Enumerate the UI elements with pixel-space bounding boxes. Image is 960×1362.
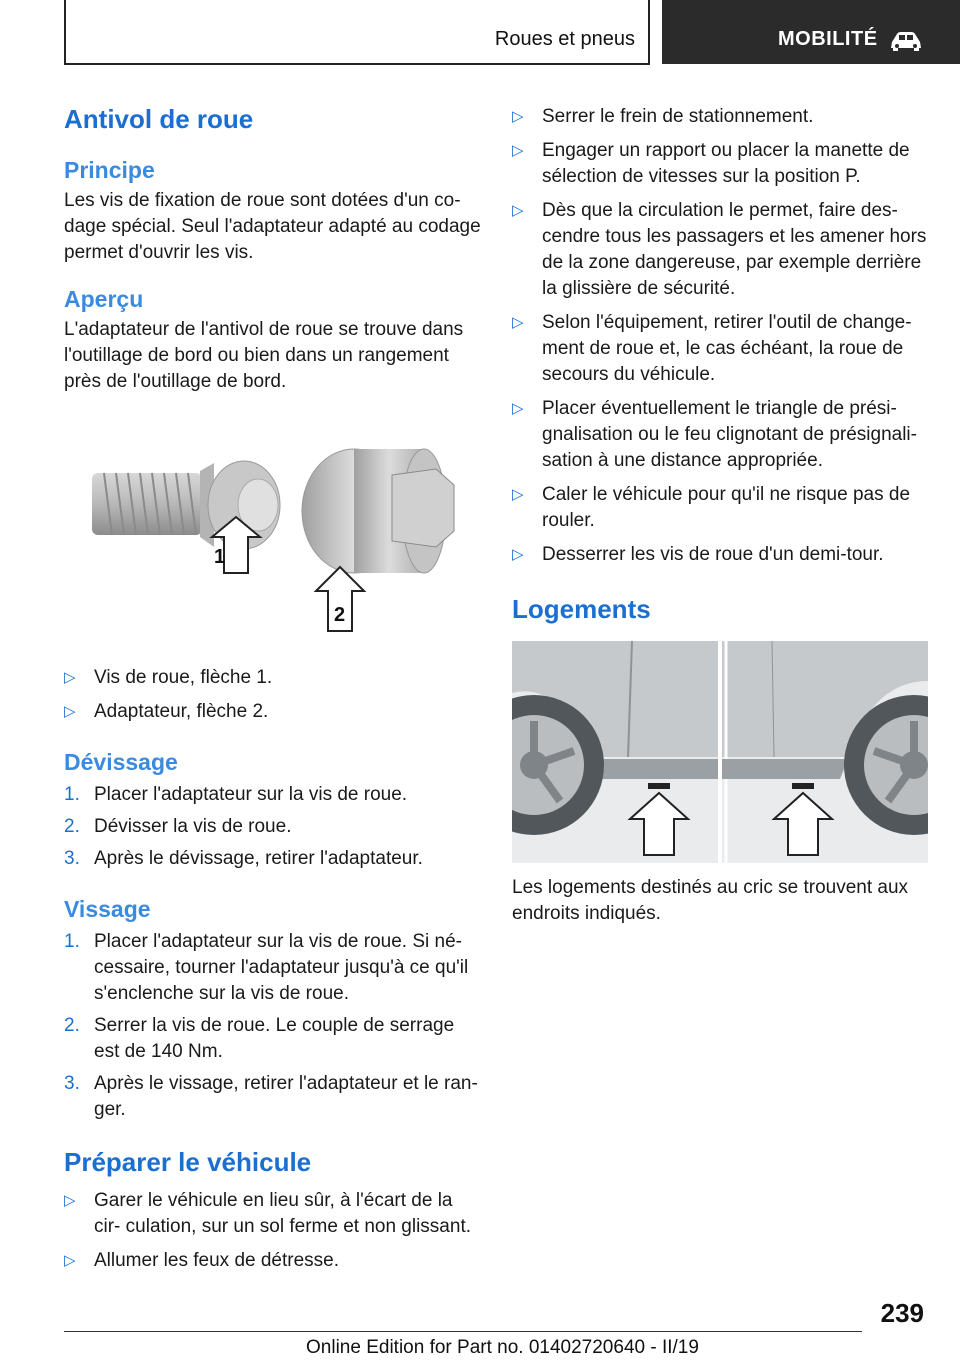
edition-note: Online Edition for Part no. 01402720640 - II/19 <box>306 1337 699 1358</box>
vissage-step: 2. Serrer la vis de roue. Le couple de serrage est de 140 Nm. <box>64 1015 455 1062</box>
preparer-item: ▷ Garer le véhicule en lieu sûr, à l'écart de la cir- culation, sur un sol ferme et non glissant. <box>64 1190 472 1237</box>
preparer-item: ▷ Dès que la circulation le permet, faire des- cendre tous les passagers et les amener hors de la zone dangereuse, par exemple derrière la glissière de sécurité. <box>512 200 927 299</box>
header-section-title: Roues et pneus <box>494 28 635 50</box>
car-icon <box>888 30 924 52</box>
preparer-item: ▷ Serrer le frein de stationnement. <box>512 106 814 127</box>
preparer-item: ▷ Selon l'équipement, retirer l'outil de change- ment de roue et, le cas échéant, la roue de secours du véhicule. <box>512 312 912 385</box>
vissage-step: 3. Après le vissage, retirer l'adaptateur et le ran- ger. <box>64 1073 478 1120</box>
figure-item-2: ▷ Adaptateur, flèche 2. <box>64 701 269 722</box>
page-number: 239 <box>880 1298 924 1328</box>
front-jack-point-view <box>512 641 718 863</box>
preparer-item: ▷ Engager un rapport ou placer la manette de sélection de vitesses sur la position P. <box>512 140 910 187</box>
header-rule-bottom <box>64 63 650 65</box>
vissage-step: 1. Placer l'adaptateur sur la vis de roue. Si né- cessaire, tourner l'adaptateur jusqu'à ce qu'il s'enclenche sur la vis de roue. <box>64 931 469 1004</box>
devissage-step: 3. Après le dévissage, retirer l'adaptateur. <box>64 848 423 869</box>
devissage-step: 2. Dévisser la vis de roue. <box>64 816 292 837</box>
heading-vissage: Vissage <box>64 896 151 922</box>
text-apercu: L'adaptateur de l'antivol de roue se trouve dans l'outillage de bord ou bien dans un rangement près de l'outillage de bord. <box>64 319 464 392</box>
preparer-item: ▷ Allumer les feux de détresse. <box>64 1250 340 1271</box>
header-rule-mid <box>648 0 650 64</box>
section-title-antivol: Antivol de roue <box>64 104 254 134</box>
devissage-step: 1. Placer l'adaptateur sur la vis de roue. <box>64 784 408 805</box>
logements-caption: Les logements destinés au cric se trouvent aux endroits indiqués. <box>512 877 909 924</box>
rear-jack-point-view <box>722 641 928 863</box>
chapter-tab <box>662 0 960 64</box>
wheel-lock-illustration <box>64 423 482 645</box>
arrow-2-label: 2 <box>334 604 346 626</box>
figure-item-1: ▷ Vis de roue, flèche 1. <box>64 667 273 688</box>
text-principe: Les vis de fixation de roue sont dotées d'un co- dage spécial. Seul l'adaptateur adapté au codage permet d'ouvrir les vis. <box>64 190 481 263</box>
jacking-points-illustration <box>512 641 928 863</box>
footer-rule <box>64 1331 862 1332</box>
chapter-tab-label: MOBILITÉ <box>778 28 878 50</box>
preparer-item: ▷ Desserrer les vis de roue d'un demi-tour. <box>512 544 884 565</box>
heading-principe: Principe <box>64 157 155 183</box>
right-column <box>512 100 932 927</box>
section-title-preparer: Préparer le véhicule <box>64 1147 312 1177</box>
arrow-2 <box>316 567 364 631</box>
header-rule-left <box>64 0 66 64</box>
left-column <box>64 100 482 1274</box>
heading-apercu: Aperçu <box>64 286 144 312</box>
heading-devissage: Dévissage <box>64 749 178 775</box>
arrow-1-label: 1 <box>214 546 226 568</box>
section-title-logements: Logements <box>512 594 651 624</box>
adapter <box>302 449 454 573</box>
preparer-item: ▷ Caler le véhicule pour qu'il ne risque pas de rouler. <box>512 484 911 531</box>
preparer-item: ▷ Placer éventuellement le triangle de prési- gnalisation ou le feu clignotant de présignali- sation à une distance appropriée. <box>512 398 917 471</box>
